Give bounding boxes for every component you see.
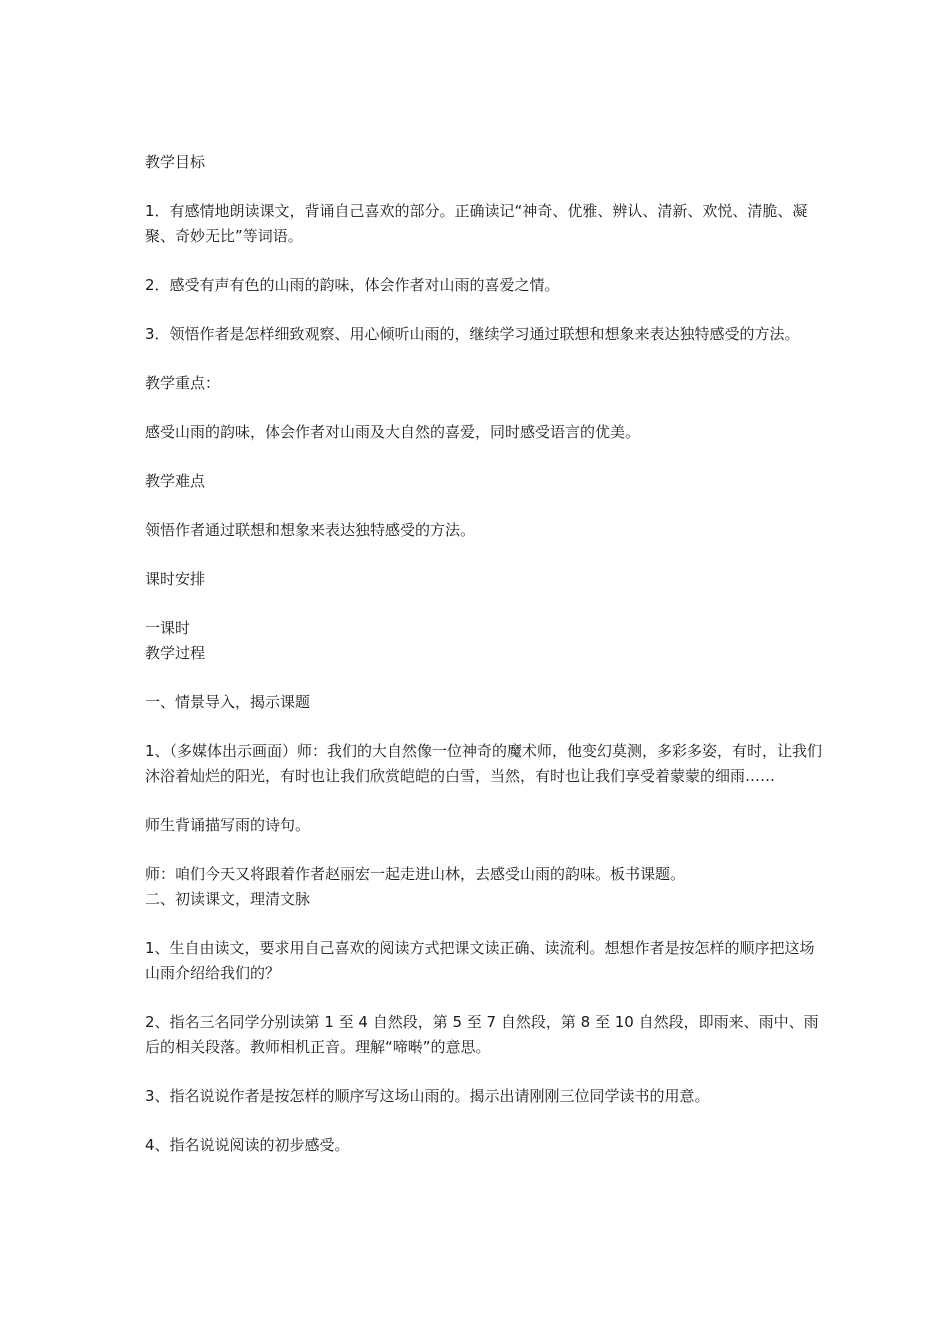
section-1-step-2: 师生背诵描写雨的诗句。 [145,816,311,834]
document-body [145,150,825,1158]
heading-teaching-goals: 教学目标 [145,153,206,171]
key-points-text: 感受山雨的韵味，体会作者对山雨及大自然的喜爱，同时感受语言的优美。 [145,423,641,441]
goal-item-3: 3．领悟作者是怎样细致观察、用心倾听山雨的，继续学习通过联想和想象来表达独特感受的方法。 [145,325,800,343]
goal-item-2: 2．感受有声有色的山雨的韵味，体会作者对山雨的喜爱之情。 [145,276,560,294]
heading-key-points: 教学重点： [145,374,221,392]
section-2-heading: 二、初读课文，理清文脉 [145,890,311,908]
schedule-text: 一课时 [145,619,191,637]
section-1-step-1: 1、（多媒体出示画面）师：我们的大自然像一位神奇的魔术师，他变幻莫测，多彩多姿，有时，让我们沐浴着灿烂的阳光，有时也让我们欣赏皑皑的白雪，当然，有时也让我们享受着蒙蒙的细雨…… [145,742,823,785]
heading-process: 教学过程 [145,644,206,662]
section-1-step-3: 师：咱们今天又将跟着作者赵丽宏一起走进山林，去感受山雨的韵味。板书课题。 [145,865,686,883]
section-2-step-4: 4、指名说说阅读的初步感受。 [145,1136,350,1154]
heading-difficulties: 教学难点 [145,472,206,490]
goal-item-1: 1．有感情地朗读课文，背诵自己喜欢的部分。正确读记“神奇、优雅、辨认、清新、欢悦、清脆、凝聚、奇妙无比”等词语。 [145,202,808,245]
section-2-step-1: 1、生自由读文，要求用自己喜欢的阅读方式把课文读正确、读流利。想想作者是按怎样的顺序把这场山雨介绍给我们的？ [145,939,815,982]
section-2-step-3: 3、指名说说作者是按怎样的顺序写这场山雨的。揭示出请刚刚三位同学读书的用意。 [145,1087,710,1105]
difficulties-text: 领悟作者通过联想和想象来表达独特感受的方法。 [145,521,476,539]
heading-schedule: 课时安排 [145,570,206,588]
section-2-step-2: 2、指名三名同学分别读第 1 至 4 自然段，第 5 至 7 自然段，第 8 至 10 自然段，即雨来、雨中、雨后的相关段落。教师相机正音。理解“啼啭”的意思。 [145,1013,819,1056]
section-1-heading: 一、情景导入，揭示课题 [145,693,311,711]
